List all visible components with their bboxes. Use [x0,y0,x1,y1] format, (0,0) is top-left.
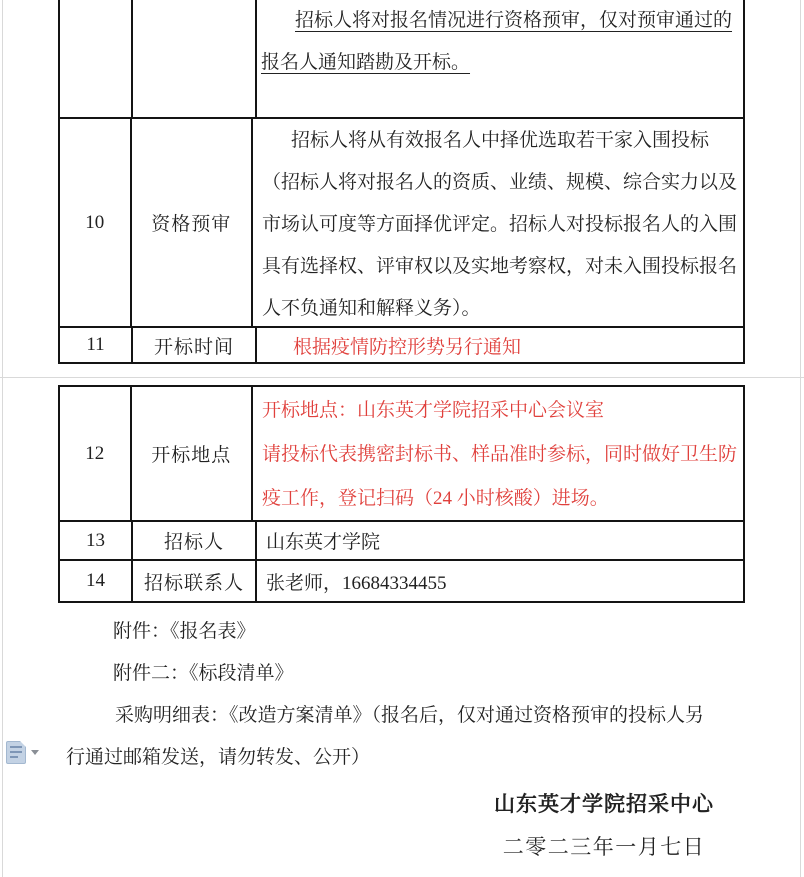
signature-org-text: 山东英才学院招采中心 [494,792,714,816]
row11-value-cell: 根据疫情防控形势另行通知 [293,336,522,358]
row12-line3: 疫工作，登记扫码（24 小时核酸）进场。 [261,488,609,509]
row10-line4: 具有选择权、评审权以及实地考察权，对未入围投标报名 [261,256,737,277]
signature-org [404,788,804,818]
page-break-line [0,377,804,378]
row13-number-cell: 13 [60,522,133,559]
paste-options-icon [6,741,26,764]
row12-line2: 请投标代表携密封标书、样品准时参标，同时做好卫生防 [261,444,737,465]
signature-date [404,831,804,861]
row11-number-cell: 11 [60,328,133,362]
table-row [60,520,743,559]
row10-line3: 市场认可度等方面择优评定。招标人对投标报名人的入围 [261,214,737,235]
row14-label-cell: 招标联系人 [133,561,257,601]
row13-value-cell: 山东英才学院 [266,532,381,553]
table-row [60,559,743,601]
row9-content-cell [257,0,743,117]
row12-number-cell: 12 [60,387,132,520]
row10-line2: （招标人将对报名人的资质、业绩、规模、综合实力以及 [261,172,737,193]
row12-label-cell: 开标地点 [132,387,253,520]
page-left-edge [2,0,3,877]
row10-number-cell: 10 [60,119,132,326]
procurement-note-line2: 行通过邮箱发送，请勿转发、公开） [66,747,371,768]
signature-date-text: 二零二三年一月七日 [502,835,706,859]
row9-number-cell [60,0,133,117]
attachment2-text: 附件二：《标段清单》 [113,663,294,684]
procurement-note-line1: 采购明细表：《改造方案清单》（报名后，仅对通过资格预审的投标人另 [115,705,705,726]
row14-value-cell: 张老师，16684334455 [266,572,447,594]
chevron-down-icon[interactable] [31,750,39,755]
paste-options-button[interactable] [6,739,46,765]
row10-label-cell: 资格预审 [132,119,253,326]
row11-label-cell: 开标时间 [133,328,257,362]
page-right-edge [800,0,801,877]
row10-line5: 人不负通知和解释义务）。 [261,298,481,319]
attachment1-text: 附件：《报名表》 [113,621,256,642]
row9-line2: 报名人通知踏勘及开标。 [261,52,471,73]
table-row [60,387,743,520]
row9-line1: 招标人将对报名情况进行资格预审，仅对预审通过的 [295,10,733,31]
table-row [60,0,743,117]
row10-content-cell [253,119,743,326]
tender-table-page2 [58,385,745,603]
row12-content-cell [253,387,743,520]
tender-table-page1 [58,0,745,364]
table-row [60,326,743,362]
row13-label-cell: 招标人 [133,522,257,559]
row10-line1: 招标人将从有效报名人中择优选取若干家入围投标 [290,130,709,151]
row9-label-cell [133,0,257,117]
table-row [60,117,743,326]
row14-number-cell: 14 [60,561,133,601]
row12-line1: 开标地点：山东英才学院招采中心会议室 [261,400,604,421]
